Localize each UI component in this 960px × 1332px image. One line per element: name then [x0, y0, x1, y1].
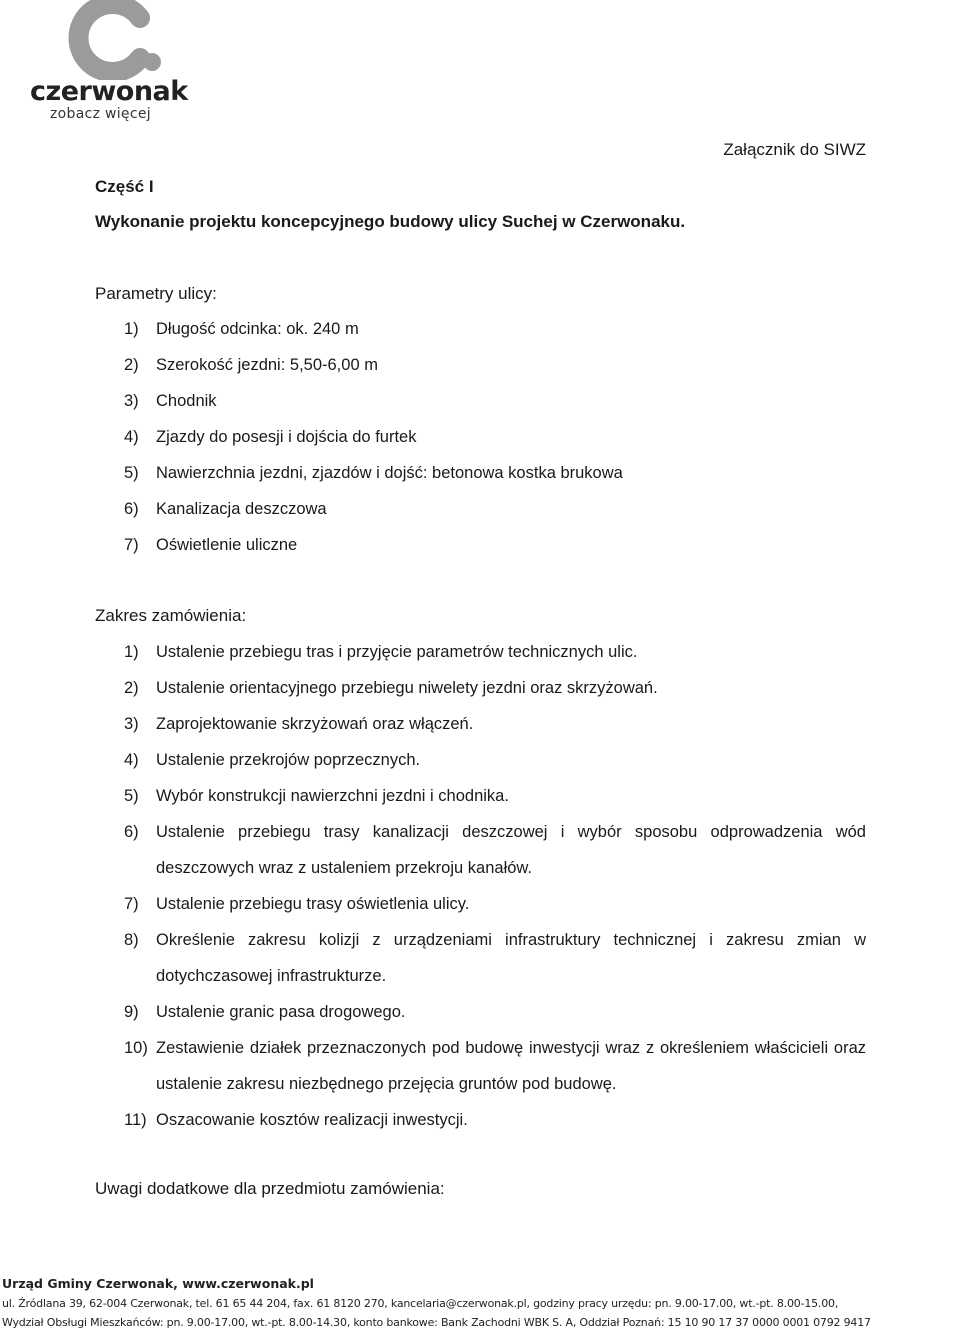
list-item: 7) Oświetlenie uliczne: [124, 536, 298, 554]
list-item: 7) Ustalenie przebiegu trasy oświetlenia ulicy.: [124, 895, 470, 913]
footer-address: ul. Źródlana 39, 62-004 Czerwonak, tel. 61 65 44 204, fax. 61 8120 270, kancelaria@czerwonak.pl, godziny pracy urzędu: pn. 9.00-17.00, wt.-pt. 8.00-15.00,: [2, 1297, 839, 1310]
logo-wordmark: czerwonak: [30, 76, 188, 107]
document-title: Wykonanie projektu koncepcyjnego budowy ulicy Suchej w Czerwonaku.: [95, 212, 686, 231]
list-item: 3) Zaprojektowanie skrzyżowań oraz włączeń.: [124, 715, 474, 733]
list-item: 8) Określenie zakresu kolizji z urządzeniami infrastruktury technicznej i zakresu zmian w dotychczasowej infrastrukturze.: [124, 931, 866, 985]
list-item: 9) Ustalenie granic pasa drogowego.: [124, 1003, 406, 1021]
attachment-label: Załącznik do SIWZ: [723, 140, 866, 159]
footer: [2, 1274, 958, 1332]
list-item: 2) Ustalenie orientacyjnego przebiegu niwelety jezdni oraz skrzyżowań.: [124, 679, 658, 697]
logo-c-mark-icon: [28, 0, 198, 80]
list-item: 10) Zestawienie działek przeznaczonych pod budowę inwestycji wraz z określeniem właścicieli oraz ustalenie zakresu niezbędnego przejęcia gruntów pod budowę.: [124, 1039, 866, 1093]
parameters-list: [124, 311, 866, 563]
scope-heading: Zakres zamówienia:: [95, 606, 247, 625]
list-item: 5) Wybór konstrukcji nawierzchni jezdni i chodnika.: [124, 787, 509, 805]
list-item: 2) Szerokość jezdni: 5,50-6,00 m: [124, 356, 378, 374]
footer-office: Urząd Gminy Czerwonak, www.czerwonak.pl: [2, 1276, 314, 1291]
list-item: 3) Chodnik: [124, 392, 217, 410]
list-item: 1) Ustalenie przebiegu tras i przyjęcie parametrów technicznych ulic.: [124, 643, 638, 661]
notes-heading: Uwagi dodatkowe dla przedmiotu zamówienia:: [95, 1179, 445, 1198]
list-item: 4) Zjazdy do posesji i dojścia do furtek: [124, 428, 417, 446]
footer-bank: Wydział Obsługi Mieszkańców: pn. 9.00-17.00, wt.-pt. 8.00-14.30, konto bankowe: Bank Zachodni WBK S. A, Oddział Poznań: 15 10 90 17 37 0000 0001 0792 9417: [2, 1316, 871, 1329]
list-item: 1) Długość odcinka: ok. 240 m: [124, 320, 359, 338]
list-item: 6) Kanalizacja deszczowa: [124, 500, 327, 518]
scope-list: [124, 634, 866, 1138]
list-item: 11) Oszacowanie kosztów realizacji inwestycji.: [124, 1111, 468, 1129]
logo-tagline: zobacz więcej: [50, 106, 151, 122]
czerwonak-logo: [28, 0, 198, 128]
list-item: 4) Ustalenie przekrojów poprzecznych.: [124, 751, 421, 769]
list-item: 6) Ustalenie przebiegu trasy kanalizacji deszczowej i wybór sposobu odprowadzenia wód deszczowych wraz z ustaleniem przekroju kanałów.: [124, 823, 866, 877]
parameters-heading: Parametry ulicy:: [95, 284, 217, 303]
part-heading: Część I: [95, 177, 154, 196]
list-item: 5) Nawierzchnia jezdni, zjazdów i dojść: betonowa kostka brukowa: [124, 464, 623, 482]
